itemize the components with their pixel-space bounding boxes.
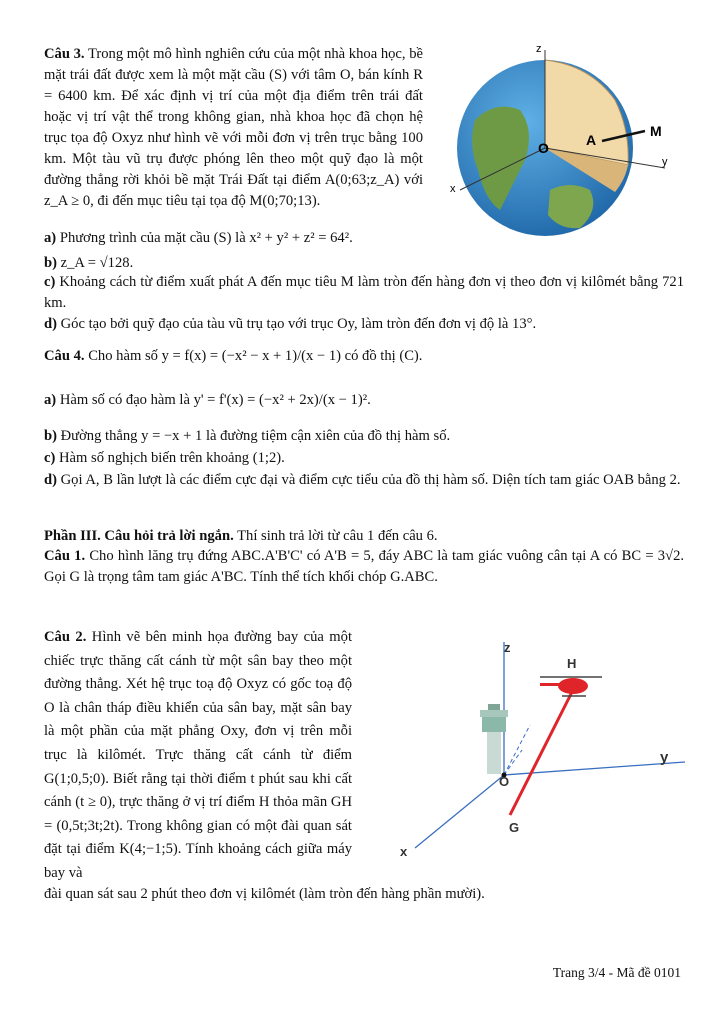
q4-a-label: a): [44, 392, 57, 408]
q4-stem-text: Cho hàm số y = f(x) = (−x² − x + 1)/(x − 1) có đồ thị (C).: [88, 348, 423, 364]
part3-desc: Thí sinh trả lời từ câu 1 đến câu 6.: [237, 528, 438, 544]
q4-option-b: [44, 426, 684, 447]
p3-q2: [44, 626, 352, 886]
p3q2-tail-text: đài quan sát sau 2 phút theo đơn vị kilômét (làm tròn đến hàng phần mười).: [44, 886, 485, 902]
x-axis: [415, 775, 504, 848]
part3-title: Phần III. Câu hỏi trả lời ngắn.: [44, 528, 234, 544]
q3-d-text: Góc tạo bởi quỹ đạo của tàu vũ trụ tạo với trục Oy, làm tròn đến đơn vị độ là 13°.: [60, 316, 537, 332]
q3-b-text: z_A = √128.: [60, 255, 134, 271]
q3-c-text: Khoảng cách từ điểm xuất phát A đến mục tiêu M làm tròn đến hàng đơn vị theo đơn vị kilômét bằng 721 km.: [44, 274, 684, 311]
page-footer: Trang 3/4 - Mã đề 0101: [552, 965, 681, 980]
label-M: M: [650, 123, 662, 139]
flight-path: [510, 688, 574, 815]
q4-stem: [44, 346, 684, 367]
p3-q1: [44, 546, 684, 588]
q3-option-c: [44, 272, 684, 314]
label-y: y: [662, 156, 668, 168]
q3-option-a: [44, 228, 684, 249]
q4-d-text: Gọi A, B lần lượt là các điểm cực đại và điểm cực tiểu của đồ thị hàm số. Diện tích tam giác OAB bằng 2.: [60, 472, 681, 488]
q3-label: Câu 3.: [44, 46, 85, 62]
q4-c-text: Hàm số nghịch biến trên khoảng (1;2).: [59, 450, 285, 466]
q3-a-text: Phương trình của mặt cầu (S) là x² + y² + z² = 64².: [59, 230, 353, 246]
q4-label: Câu 4.: [44, 348, 85, 364]
helicopter-figure: [380, 630, 695, 870]
p3q2-text: Hình vẽ bên minh họa đường bay của một chiếc trực thăng cất cánh từ một sân bay theo một đường thẳng. Xét hệ trục toạ độ Oxyz có gốc toạ độ O là chân tháp điều khiển của sân bay, mặt sân bay là một phần của mặt phẳng Oxy, đơn vị trên mỗi trục là kilômét. Trực thăng cất cánh từ điểm G(1;0,5;0). Biết rằng tại thời điểm t phút sau khi cất cánh (t ≥ 0), trực thăng ở vị trí điểm H thỏa mãn GH = (0,5t;3t;2t). Trong không gian có một đài quan sát đặt tại điểm K(4;−1;5). Tính khoảng cách giữa máy bay và: [44, 629, 352, 881]
q4-b-label: b): [44, 428, 57, 444]
p3q1-text: Cho hình lăng trụ đứng ABC.A'B'C' có A'B = 5, đáy ABC là tam giác vuông cân tại A có BC = 3√2. Gọi G là trọng tâm tam giác A'BC. Tính thể tích khối chóp G.ABC.: [44, 548, 685, 585]
part3-heading: [44, 526, 684, 547]
label-x: x: [450, 183, 456, 195]
q3-a-label: a): [44, 230, 57, 246]
label-O: O: [499, 774, 510, 789]
q4-a-text: Hàm số có đạo hàm là y' = f'(x) = (−x² + 2x)/(x − 1)².: [59, 392, 371, 408]
dashed-guide-2: [504, 750, 522, 775]
label-x: x: [400, 844, 408, 859]
q3-intro: [44, 44, 423, 212]
q3-b-label: b): [44, 255, 57, 271]
helicopter-icon: [540, 677, 602, 696]
earth-figure: [440, 40, 685, 240]
q3-c-label: c): [44, 274, 56, 290]
p3q2-label: Câu 2.: [44, 629, 87, 645]
label-y: y: [660, 749, 669, 766]
label-A: A: [586, 132, 597, 148]
q4-option-c: [44, 448, 684, 469]
q4-b-text: Đường thẳng y = −x + 1 là đường tiệm cận xiên của đồ thị hàm số.: [60, 428, 451, 444]
p3-q2-tail: [44, 884, 684, 905]
q3-d-label: d): [44, 316, 57, 332]
q3-option-b: [44, 253, 684, 274]
label-O: O: [538, 140, 549, 156]
label-G: G: [509, 820, 520, 835]
p3q1-label: Câu 1.: [44, 548, 86, 564]
label-z: z: [504, 640, 511, 655]
q3-option-d: [44, 314, 684, 335]
q3-text: Trong một mô hình nghiên cứu của một nhà khoa học, bề mặt trái đất được xem là một mặt cầu (S) với tâm O, bán kính R = 6400 km. Để xác định vị trí của một địa điểm trên trái đất hoặc vị trí vật thể trong không gian, nhà khoa học đã chọn hệ trục tọa độ Oxyz như hình vẽ với mỗi đơn vị trên trục bằng 100 km. Một tàu vũ trụ được phóng lên theo một quỹ đạo là một đường thẳng rời khỏi bề mặt Trái Đất tại điểm A(0;63;z_A) với z_A ≥ 0, đi đến mục tiêu tại tọa độ M(0;70;13).: [44, 46, 423, 209]
q4-option-d: [44, 470, 684, 491]
q4-option-a: [44, 390, 684, 411]
q4-d-label: d): [44, 472, 57, 488]
label-z: z: [536, 43, 542, 55]
dashed-guide-1: [504, 725, 530, 775]
label-H: H: [567, 656, 577, 671]
cut-octant: [545, 60, 628, 165]
q4-c-label: c): [44, 450, 56, 466]
